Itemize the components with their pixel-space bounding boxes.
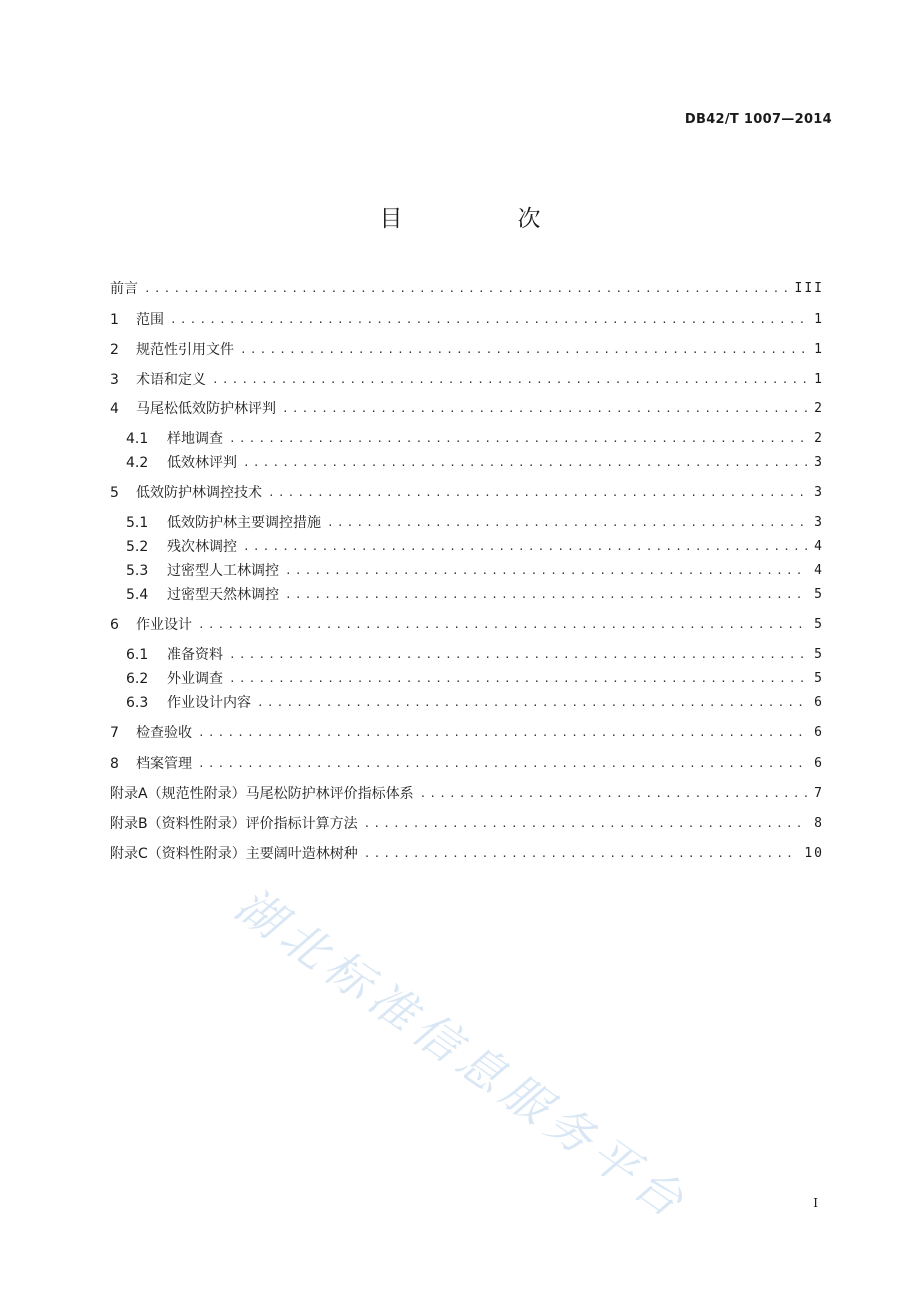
toc-leader-dots bbox=[198, 615, 808, 635]
toc-leader-dots bbox=[212, 370, 808, 390]
toc-entry-label: 附录B（资料性附录）评价指标计算方法 bbox=[110, 816, 358, 832]
toc-entry-label: 附录C（资料性附录）主要阔叶造林树种 bbox=[110, 846, 358, 862]
toc-entry-label: 检查验收 bbox=[136, 725, 192, 741]
toc-leader-dots bbox=[282, 399, 808, 419]
toc-entry-page: 3 bbox=[814, 485, 824, 500]
toc-entry-page: 5 bbox=[814, 647, 824, 662]
toc-entry-label: 规范性引用文件 bbox=[136, 342, 234, 358]
page-number: I bbox=[813, 1196, 818, 1210]
toc-entry[interactable] bbox=[110, 784, 824, 804]
toc-entry-page: 1 bbox=[814, 312, 824, 327]
toc-entry-label: 过密型人工林调控 bbox=[167, 563, 279, 579]
toc-entry-number: 3 bbox=[110, 372, 119, 388]
toc-leader-dots bbox=[229, 645, 808, 665]
toc-leader-dots bbox=[198, 723, 808, 743]
table-of-contents bbox=[110, 0, 824, 1302]
toc-entry-page: 4 bbox=[814, 539, 824, 554]
toc-leader-dots bbox=[364, 814, 809, 834]
toc-entry-page: 4 bbox=[814, 563, 824, 578]
toc-entry[interactable] bbox=[126, 537, 824, 557]
toc-entry[interactable] bbox=[126, 645, 824, 665]
toc-leader-dots bbox=[243, 537, 808, 557]
toc-entry-label: 过密型天然林调控 bbox=[167, 587, 279, 603]
toc-leader-dots bbox=[364, 844, 799, 864]
toc-entry[interactable] bbox=[126, 429, 824, 449]
toc-leader-dots bbox=[229, 669, 808, 689]
toc-entry-label: 作业设计 bbox=[136, 617, 192, 633]
toc-entry-number: 5.4 bbox=[126, 587, 149, 603]
toc-entry-number: 6.2 bbox=[126, 671, 149, 687]
toc-leader-dots bbox=[268, 483, 808, 503]
toc-entry-label: 低效防护林主要调控措施 bbox=[167, 515, 321, 531]
toc-leader-dots bbox=[240, 340, 808, 360]
toc-entry-number: 1 bbox=[110, 312, 119, 328]
toc-entry-label: 样地调查 bbox=[167, 431, 223, 447]
toc-entry-page: 3 bbox=[814, 515, 824, 530]
toc-entry-number: 4.1 bbox=[126, 431, 149, 447]
toc-entry-label: 前言 bbox=[110, 281, 138, 297]
toc-entry[interactable] bbox=[126, 669, 824, 689]
toc-entry-page: 3 bbox=[814, 455, 824, 470]
toc-entry-label: 低效防护林调控技术 bbox=[136, 485, 262, 501]
toc-entry[interactable] bbox=[126, 561, 824, 581]
toc-entry[interactable] bbox=[126, 585, 824, 605]
toc-entry-page: 1 bbox=[814, 342, 824, 357]
toc-title: 目 次 bbox=[379, 206, 587, 232]
toc-entry-page: 8 bbox=[814, 816, 824, 831]
toc-entry[interactable] bbox=[126, 693, 824, 713]
toc-entry[interactable] bbox=[110, 370, 824, 390]
toc-entry-number: 5.3 bbox=[126, 563, 149, 579]
toc-entry-number: 4 bbox=[110, 401, 119, 417]
toc-entry[interactable] bbox=[126, 453, 824, 473]
toc-entry[interactable] bbox=[110, 814, 824, 834]
toc-entry-page: III bbox=[794, 281, 824, 296]
toc-entry-number: 7 bbox=[110, 725, 119, 741]
toc-entry-number: 6 bbox=[110, 617, 119, 633]
toc-leader-dots bbox=[229, 429, 808, 449]
toc-entry-number: 8 bbox=[110, 756, 119, 772]
toc-entry[interactable] bbox=[110, 615, 824, 635]
toc-leader-dots bbox=[420, 784, 809, 804]
toc-entry[interactable] bbox=[110, 844, 824, 864]
toc-entry-number: 6.3 bbox=[126, 695, 149, 711]
toc-leader-dots bbox=[198, 754, 808, 774]
toc-leader-dots bbox=[144, 279, 789, 299]
toc-entry-number: 2 bbox=[110, 342, 119, 358]
toc-entry-label: 外业调查 bbox=[167, 671, 223, 687]
toc-entry-label: 术语和定义 bbox=[136, 372, 206, 388]
toc-entry-number: 5.1 bbox=[126, 515, 149, 531]
toc-entry-page: 10 bbox=[804, 846, 824, 861]
document-code: DB42/T 1007—2014 bbox=[684, 112, 832, 127]
toc-entry-page: 6 bbox=[814, 725, 824, 740]
toc-entry-label: 范围 bbox=[136, 312, 164, 328]
toc-entry-number: 6.1 bbox=[126, 647, 149, 663]
watermark: 湖北标准信息服务平台 bbox=[225, 877, 700, 1232]
toc-entry-page: 2 bbox=[814, 401, 824, 416]
toc-entry[interactable] bbox=[110, 483, 824, 503]
toc-leader-dots bbox=[327, 513, 808, 533]
toc-leader-dots bbox=[285, 561, 808, 581]
toc-entry-label: 档案管理 bbox=[136, 756, 192, 772]
toc-leader-dots bbox=[257, 693, 808, 713]
toc-entry-label: 作业设计内容 bbox=[167, 695, 251, 711]
toc-entry-label: 残次林调控 bbox=[167, 539, 237, 555]
toc-entry-label: 准备资料 bbox=[167, 647, 223, 663]
toc-entry[interactable] bbox=[110, 310, 824, 330]
toc-entry-page: 5 bbox=[814, 587, 824, 602]
toc-entry-page: 6 bbox=[814, 695, 824, 710]
toc-entry-page: 7 bbox=[814, 786, 824, 801]
toc-leader-dots bbox=[285, 585, 808, 605]
toc-entry-page: 2 bbox=[814, 431, 824, 446]
toc-entry-number: 5 bbox=[110, 485, 119, 501]
toc-entry[interactable] bbox=[110, 754, 824, 774]
toc-entry-label: 附录A（规范性附录）马尾松防护林评价指标体系 bbox=[110, 786, 414, 802]
toc-entry[interactable] bbox=[110, 340, 824, 360]
toc-entry-label: 低效林评判 bbox=[167, 455, 237, 471]
toc-entry[interactable] bbox=[110, 399, 824, 419]
toc-entry-page: 1 bbox=[814, 372, 824, 387]
toc-entry-number: 4.2 bbox=[126, 455, 149, 471]
toc-entry-page: 5 bbox=[814, 671, 824, 686]
toc-entry-label: 马尾松低效防护林评判 bbox=[136, 401, 276, 417]
toc-entry-page: 5 bbox=[814, 617, 824, 632]
toc-entry[interactable] bbox=[126, 513, 824, 533]
toc-entry[interactable] bbox=[110, 723, 824, 743]
toc-entry[interactable] bbox=[110, 279, 824, 299]
toc-entry-page: 6 bbox=[814, 756, 824, 771]
toc-leader-dots bbox=[170, 310, 808, 330]
toc-entry-number: 5.2 bbox=[126, 539, 149, 555]
toc-leader-dots bbox=[243, 453, 808, 473]
